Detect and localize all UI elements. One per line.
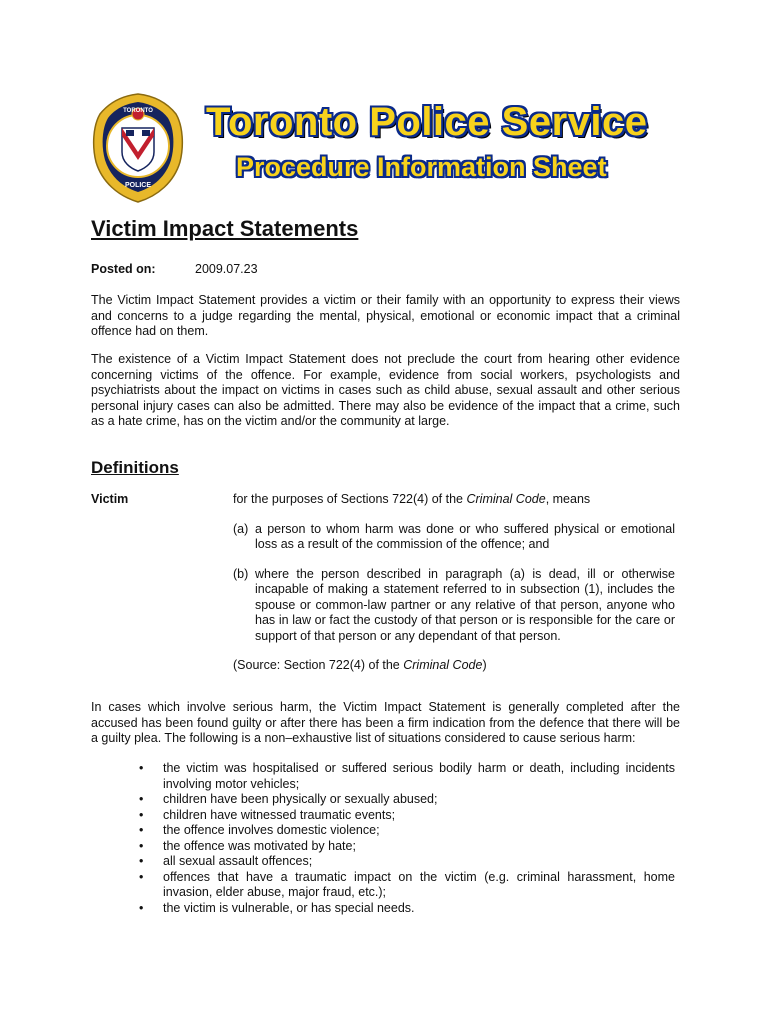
evidence-paragraph: The existence of a Victim Impact Statement does not preclude the court from hearing other evidence concerning victims of the offence. For example, evidence from social workers, psychologists and psychiatrists about the impact on victims in cases such as child abuse, sexual assault and other serious personal injury cases can also be admitted. There may also be evidence of the impact that a crime, such as a hate crime, has on the victim and/or the community at large. xyxy=(91,352,680,428)
list-item-text: all sexual assault offences; xyxy=(163,854,313,868)
letterhead-title: Toronto Police Service xyxy=(206,100,648,144)
list-item-text: the offence involves domestic violence; xyxy=(163,823,380,837)
list-item-text: the victim is vulnerable, or has special needs. xyxy=(163,900,415,915)
list-item xyxy=(139,901,675,917)
posted-on-label: Posted on: xyxy=(91,262,156,276)
definition-intro-end: , means xyxy=(545,492,591,506)
crest-top-text: TORONTO xyxy=(123,108,153,114)
definition-intro-text: for the purposes of Sections 722(4) of the xyxy=(233,492,467,506)
bullet-icon: • xyxy=(139,807,144,822)
definition-body xyxy=(233,492,675,674)
definitions-heading: Definitions xyxy=(91,458,179,477)
list-item-text: the offence was motivated by hate; xyxy=(163,838,356,853)
definition-intro xyxy=(233,492,675,508)
list-item-text: offences that have a traumatic impact on the victim (e.g. criminal harassment, home invasion, elder abuse, major fraud, etc.); xyxy=(163,869,675,899)
definition-marker: (b) xyxy=(233,566,249,581)
list-item-text: the victim was hospitalised or suffered serious bodily harm or death, including incidents involving motor vehicles; xyxy=(163,761,675,791)
list-item xyxy=(139,792,675,808)
serious-harm-paragraph: In cases which involve serious harm, the Victim Impact Statement is generally completed after the accused has been found guilty or after there has been a firm indication from the defence that there will be a guilty plea. The following is a non–exhaustive list of situations considered to cause serious harm: xyxy=(91,700,680,745)
page-title: Victim Impact Statements xyxy=(91,216,359,241)
bullet-icon: • xyxy=(139,823,144,837)
bullet-icon: • xyxy=(139,838,144,853)
list-item xyxy=(139,761,675,792)
criminal-code-reference: Criminal Code xyxy=(466,492,546,506)
list-item xyxy=(139,839,675,855)
list-item-text: children have been physically or sexually abused; xyxy=(163,792,438,806)
definition-source xyxy=(233,658,675,674)
definition-item xyxy=(233,522,675,553)
intro-paragraph: The Victim Impact Statement provides a victim or their family with an opportunity to express their views and concerns to a judge regarding the mental, physical, emotional or economic impact that a criminal offence had on them. xyxy=(91,293,680,338)
definition-text: a person to whom harm was done or who suffered physical or emotional loss as a result of the commission of the offence; and xyxy=(255,521,675,551)
definition-marker: (a) xyxy=(233,521,249,536)
list-item-text: children have witnessed traumatic events; xyxy=(163,807,396,822)
list-item xyxy=(139,854,675,870)
posted-on-line xyxy=(91,262,258,276)
list-item xyxy=(139,870,675,901)
definition-item xyxy=(233,567,675,645)
definition-term: Victim xyxy=(91,492,129,506)
posted-on-date: 2009.07.23 xyxy=(195,262,258,276)
bullet-icon: • xyxy=(139,854,144,868)
source-criminal-code: Criminal Code xyxy=(403,658,483,672)
bullet-icon: • xyxy=(139,792,144,806)
crest-bottom-text: POLICE xyxy=(124,182,152,189)
source-end: ) xyxy=(482,658,487,672)
serious-harm-list xyxy=(139,761,675,916)
source-text: (Source: Section 722(4) of the xyxy=(233,658,404,672)
bullet-icon: • xyxy=(139,869,144,884)
bullet-icon: • xyxy=(139,761,144,775)
definition-text: where the person described in paragraph (a) is dead, ill or otherwise incapable of making a statement referred to in subsection (1), includes the spouse or common-law partner or any relative of that person, anyone who has in law or fact the custody of that person or is responsible for the care or support of that person or any dependant of that person. xyxy=(255,566,675,643)
letterhead-subtitle: Procedure Information Sheet xyxy=(236,152,607,182)
bullet-icon: • xyxy=(139,900,144,915)
list-item xyxy=(139,823,675,839)
letterhead xyxy=(88,90,688,205)
list-item xyxy=(139,808,675,824)
toronto-police-crest-icon xyxy=(88,90,188,205)
